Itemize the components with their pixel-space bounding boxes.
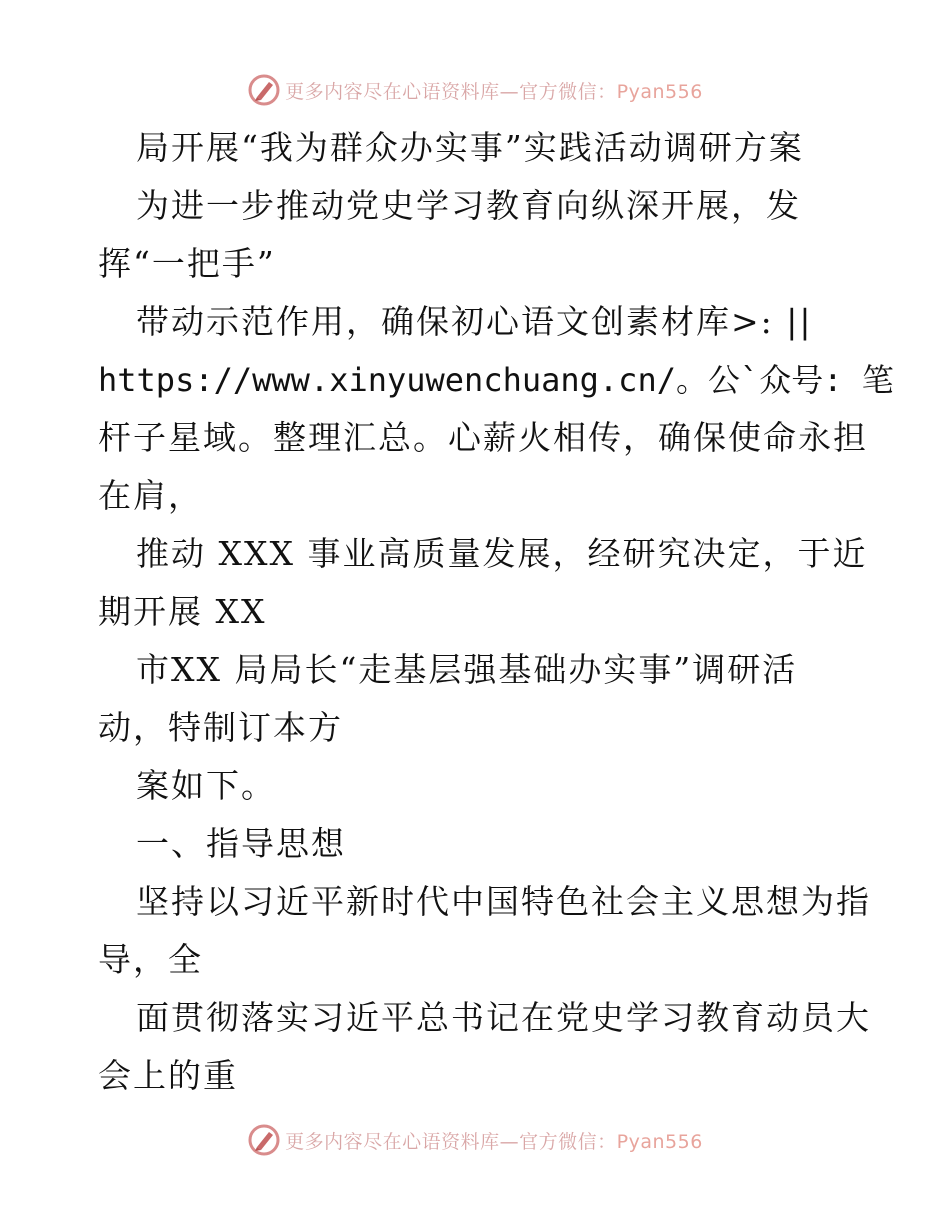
watermark-wechat-id: Pyan556: [616, 80, 703, 103]
doc-line-4: https://www.xinyuwenchuang.cn/。公`众号: 笔: [98, 361, 894, 399]
section-heading-guiding-ideology: 一、指导思想: [136, 824, 346, 863]
watermark-wechat-id: Pyan556: [616, 1130, 703, 1153]
doc-line-10: 动，特制订本方: [98, 708, 343, 747]
footer-watermark: [0, 1118, 950, 1162]
doc-line-8: 期开展 XX: [98, 592, 267, 631]
pen-nib-logo-icon: [247, 1123, 281, 1157]
doc-line-7: 推动 XXX 事业高质量发展，经研究决定，于近: [136, 534, 868, 573]
doc-line-14: 导，全: [98, 940, 203, 979]
header-watermark: [0, 68, 950, 112]
doc-line-5: 杆子星域。整理汇总。心薪火相传，确保使命永担: [98, 418, 868, 457]
watermark-label: 更多内容尽在心语资料库—官方微信：: [285, 80, 617, 103]
doc-line-9: 市XX 局局长“走基层强基础办实事”调研活: [136, 650, 798, 689]
doc-line-6: 在肩，: [98, 476, 203, 515]
watermark-text: [285, 1127, 703, 1154]
watermark-label: 更多内容尽在心语资料库—官方微信：: [285, 1130, 617, 1153]
pen-nib-logo-icon: [247, 73, 281, 107]
doc-line-16: 会上的重: [98, 1056, 238, 1095]
doc-line-15: 面贯彻落实习近平总书记在党史学习教育动员大: [136, 998, 871, 1037]
doc-line-1: 为进一步推动党史学习教育向纵深开展，发: [136, 186, 801, 225]
doc-line-2: 挥“一把手”: [98, 244, 276, 283]
doc-line-3: 带动示范作用，确保初心语文创素材库>: ||: [136, 302, 813, 341]
doc-line-11: 案如下。: [136, 766, 276, 805]
doc-title: 局开展“我为群众办实事”实践活动调研方案: [136, 128, 804, 167]
watermark-text: [285, 77, 703, 104]
doc-line-13: 坚持以习近平新时代中国特色社会主义思想为指: [136, 882, 871, 921]
